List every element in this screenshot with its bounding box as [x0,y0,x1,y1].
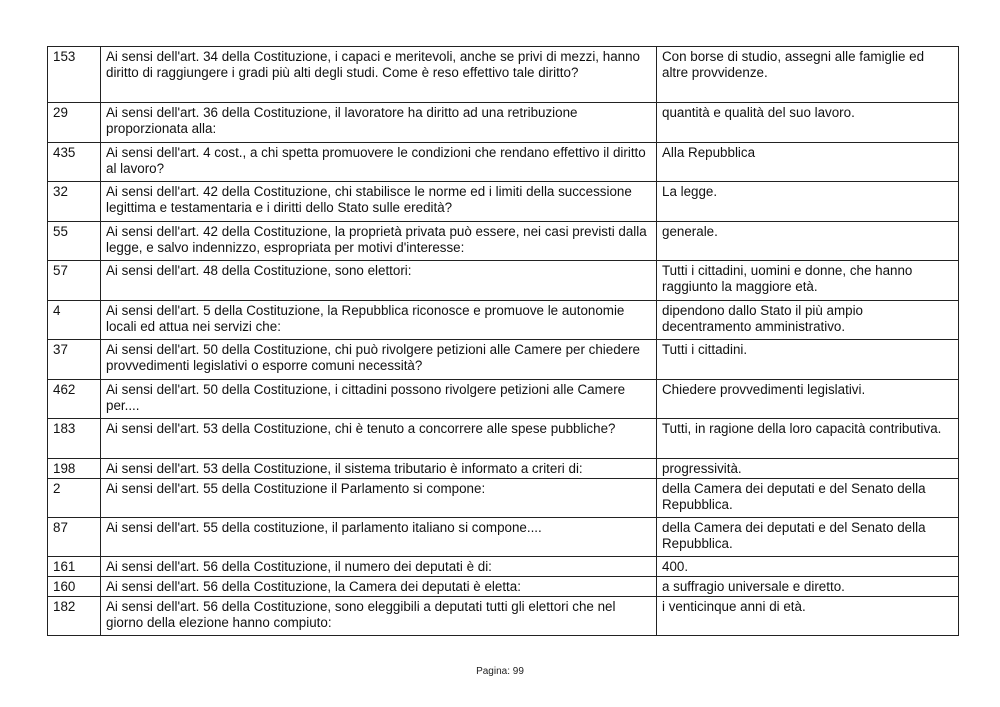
page-footer: Pagina: 99 [476,666,524,677]
table-row [48,301,959,340]
table-row [48,557,959,577]
row-id-cell: 2 [48,479,101,518]
row-answer-cell: Alla Repubblica [657,143,959,182]
row-id-cell: 161 [48,557,101,577]
row-question-cell: Ai sensi dell'art. 4 cost., a chi spetta promuovere le condizioni che rendano effettivo il diritto al lavoro? [101,143,657,182]
row-question-cell: Ai sensi dell'art. 48 della Costituzione, sono elettori: [101,261,657,301]
table-row [48,380,959,419]
row-answer-cell: Chiedere provvedimenti legislativi. [657,380,959,419]
row-question-cell: Ai sensi dell'art. 55 della Costituzione il Parlamento si compone: [101,479,657,518]
row-answer-cell: della Camera dei deputati e del Senato della Repubblica. [657,518,959,557]
row-id-cell: 153 [48,47,101,103]
row-answer-cell: generale. [657,222,959,261]
row-question-cell: Ai sensi dell'art. 42 della Costituzione, chi stabilisce le norme ed i limiti della successione legittima e testamentaria e i diritti dello Stato sulle eredità? [101,182,657,222]
qa-table-body [48,47,959,636]
row-question-cell: Ai sensi dell'art. 36 della Costituzione, il lavoratore ha diritto ad una retribuzione proporzionata alla: [101,103,657,143]
row-answer-cell: a suffragio universale e diretto. [657,577,959,597]
row-question-cell: Ai sensi dell'art. 5 della Costituzione, la Repubblica riconosce e promuove le autonomie locali ed attua nei servizi che: [101,301,657,340]
row-answer-cell: progressività. [657,459,959,479]
row-id-cell: 198 [48,459,101,479]
row-question-cell: Ai sensi dell'art. 53 della Costituzione, il sistema tributario è informato a criteri di: [101,459,657,479]
table-row [48,518,959,557]
table-row [48,222,959,261]
row-question-cell: Ai sensi dell'art. 50 della Costituzione, chi può rivolgere petizioni alle Camere per chiedere provvedimenti legislativi o esporre comuni necessità? [101,340,657,380]
table-row [48,103,959,143]
table-row [48,182,959,222]
table-row [48,47,959,103]
row-answer-cell: Tutti i cittadini. [657,340,959,380]
row-answer-cell: i venticinque anni di età. [657,597,959,636]
row-id-cell: 29 [48,103,101,143]
row-answer-cell: 400. [657,557,959,577]
row-question-cell: Ai sensi dell'art. 42 della Costituzione, la proprietà privata può essere, nei casi previsti dalla legge, e salvo indennizzo, espropriata per motivi d'interesse: [101,222,657,261]
row-question-cell: Ai sensi dell'art. 50 della Costituzione, i cittadini possono rivolgere petizioni alle Camere per.... [101,380,657,419]
table-row [48,419,959,459]
row-id-cell: 55 [48,222,101,261]
row-id-cell: 182 [48,597,101,636]
row-answer-cell: Tutti i cittadini, uomini e donne, che hanno raggiunto la maggiore età. [657,261,959,301]
row-answer-cell: quantità e qualità del suo lavoro. [657,103,959,143]
qa-table [47,46,959,636]
row-id-cell: 183 [48,419,101,459]
row-answer-cell: della Camera dei deputati e del Senato della Repubblica. [657,479,959,518]
row-id-cell: 32 [48,182,101,222]
row-id-cell: 57 [48,261,101,301]
table-row [48,261,959,301]
row-id-cell: 87 [48,518,101,557]
table-row [48,597,959,636]
row-answer-cell: dipendono dallo Stato il più ampio decentramento amministrativo. [657,301,959,340]
table-row [48,143,959,182]
row-question-cell: Ai sensi dell'art. 34 della Costituzione, i capaci e meritevoli, anche se privi di mezzi, hanno diritto di raggiungere i gradi più alti degli studi. Come è reso effettivo tale diritto? [101,47,657,103]
row-id-cell: 4 [48,301,101,340]
row-answer-cell: Tutti, in ragione della loro capacità contributiva. [657,419,959,459]
row-question-cell: Ai sensi dell'art. 56 della Costituzione, sono eleggibili a deputati tutti gli elettori che nel giorno della elezione hanno compiuto: [101,597,657,636]
row-question-cell: Ai sensi dell'art. 55 della costituzione, il parlamento italiano si compone.... [101,518,657,557]
row-question-cell: Ai sensi dell'art. 56 della Costituzione, la Camera dei deputati è eletta: [101,577,657,597]
row-id-cell: 160 [48,577,101,597]
row-answer-cell: La legge. [657,182,959,222]
table-row [48,479,959,518]
table-row [48,577,959,597]
row-id-cell: 37 [48,340,101,380]
row-answer-cell: Con borse di studio, assegni alle famiglie ed altre provvidenze. [657,47,959,103]
table-row [48,340,959,380]
table-row [48,459,959,479]
row-question-cell: Ai sensi dell'art. 53 della Costituzione, chi è tenuto a concorrere alle spese pubbliche? [101,419,657,459]
row-id-cell: 435 [48,143,101,182]
row-id-cell: 462 [48,380,101,419]
row-question-cell: Ai sensi dell'art. 56 della Costituzione, il numero dei deputati è di: [101,557,657,577]
